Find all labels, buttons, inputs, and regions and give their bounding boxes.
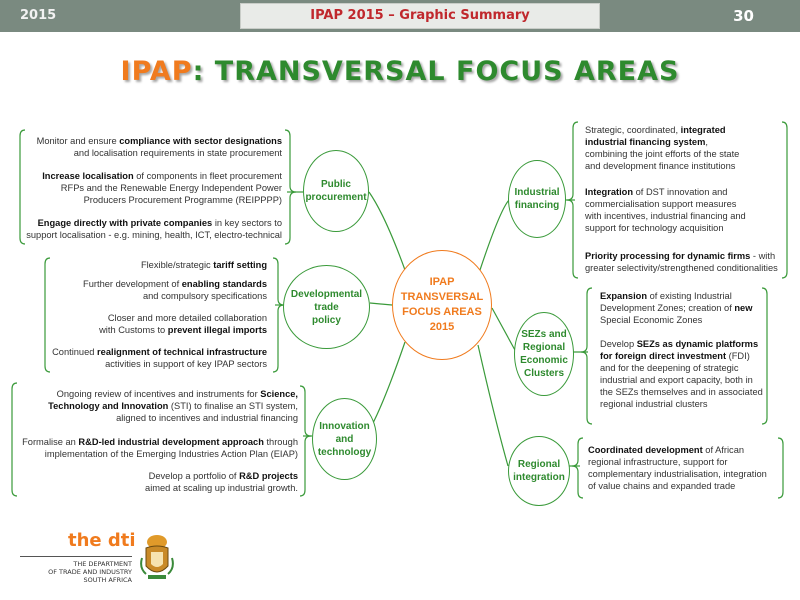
- f2a: Integration: [585, 187, 634, 197]
- link-center-trade: [370, 303, 392, 305]
- item-trade-2: [83, 278, 267, 302]
- center-line3: FOCUS AREAS: [402, 306, 482, 318]
- dti-sub-line1: THE DEPARTMENT: [73, 560, 132, 568]
- f1d: ,: [705, 137, 708, 147]
- item-financing-3: [585, 250, 778, 274]
- i1c: Technology and Innovation: [48, 401, 169, 411]
- s1d: new: [734, 303, 753, 313]
- s1b: of existing Industrial: [647, 291, 732, 301]
- bracket-financing-right: [782, 122, 787, 278]
- i1d: (STI) to finalise an STI system,: [168, 401, 298, 411]
- bracket-innovation-left: [12, 383, 17, 496]
- node-public-line2: procurement: [305, 192, 367, 203]
- item-public-2: [42, 170, 282, 206]
- item-financing-2: [585, 186, 746, 234]
- i1b: Science,: [260, 389, 298, 399]
- node-sezs-line2: Regional: [522, 342, 566, 353]
- item-regional-1: [588, 444, 767, 492]
- i2d: implementation of the Emerging Industries Action Plan (EIAP): [44, 449, 298, 459]
- p3c: support localisation - e.g. mining, health, ICT, electro-technical: [26, 230, 282, 240]
- dti-subtitle: [20, 560, 132, 584]
- s2e: and for the deepening of strategic: [600, 363, 739, 373]
- title-rest: : TRANSVERSAL FOCUS AREAS: [192, 56, 680, 87]
- f3c: greater selectivity/strengthened conditionalities: [585, 263, 778, 273]
- i1a: Ongoing review of incentives and instruments for: [56, 389, 261, 399]
- s1a: Expansion: [600, 291, 648, 301]
- f1f: and development finance institutions: [585, 161, 736, 171]
- f2e: support for technology acquisition: [585, 223, 724, 233]
- t1b: tariff setting: [213, 260, 267, 270]
- dti-logo: [20, 530, 180, 590]
- p1b: compliance with sector designations: [119, 136, 282, 146]
- s2f: industrial and export capacity, both in: [600, 375, 753, 385]
- node-innovation-technology: [312, 398, 377, 480]
- p2c: RFPs and the Renewable Energy Independent Power: [60, 183, 282, 193]
- bracket-sezs: [581, 288, 592, 424]
- item-innovation-1: [48, 388, 298, 424]
- f2d: with incentives, industrial financing and: [585, 211, 746, 221]
- node-public-procurement: [303, 150, 369, 232]
- link-center-regional: [478, 345, 508, 466]
- item-innovation-2: [22, 436, 298, 460]
- f3a: Priority processing for dynamic firms: [585, 251, 751, 261]
- t2b: enabling standards: [181, 279, 267, 289]
- link-center-innovation: [372, 342, 405, 425]
- link-center-sezs: [492, 308, 516, 352]
- s1c: Development Zones; creation of: [600, 303, 735, 313]
- center-line1: IPAP: [429, 276, 455, 288]
- s2h: regional industrial clusters: [600, 399, 708, 409]
- item-financing-1: [585, 124, 739, 172]
- node-public-line1: Public: [320, 179, 351, 190]
- t3c: prevent illegal imports: [167, 325, 267, 335]
- node-trade-line1: Developmental: [290, 288, 363, 300]
- t4c: activities in support of key IPAP sectors: [105, 359, 267, 369]
- dti-divider: [20, 556, 132, 557]
- node-sezs-line1: SEZs and: [521, 329, 567, 340]
- r1c: regional infrastructure, support for: [588, 457, 728, 467]
- t3b: with Customs to: [99, 325, 168, 335]
- s2a: Develop: [600, 339, 637, 349]
- node-trade-line3: policy: [312, 314, 341, 326]
- dti-brand: the dti: [68, 530, 136, 551]
- i3a: Develop a portfolio of: [148, 471, 240, 481]
- s2g: the SEZs themselves and in associated: [600, 387, 763, 397]
- node-developmental-trade-policy: [283, 265, 370, 349]
- p1a: Monitor and ensure: [36, 136, 120, 146]
- header-year: 2015: [20, 8, 57, 23]
- item-sezs-2: [600, 338, 763, 410]
- s2d: (FDI): [726, 351, 750, 361]
- f1e: combining the joint efforts of the state: [585, 149, 740, 159]
- t2c: and compulsory specifications: [142, 291, 267, 301]
- s1e: Special Economic Zones: [600, 315, 703, 325]
- node-regional-line2: integration: [513, 472, 565, 483]
- bracket-trade-left: [45, 258, 50, 372]
- node-innovation-line3: technology: [317, 446, 372, 458]
- t4a: Continued: [52, 347, 98, 357]
- r1e: of value chains and expanded trade: [588, 481, 736, 491]
- f2c: commercialisation support measures: [585, 199, 737, 209]
- p3b: in key sectors to: [212, 218, 282, 228]
- node-sezs-line4: Clusters: [523, 368, 564, 379]
- r1a: Coordinated development: [588, 445, 703, 455]
- coat-of-arms-icon: [138, 532, 176, 582]
- node-innovation-line2: and: [335, 433, 354, 445]
- node-center-ipap: [392, 250, 492, 360]
- f1b: integrated: [680, 125, 726, 135]
- item-trade-4: [52, 346, 267, 370]
- bracket-public: [285, 130, 296, 244]
- node-financing-line2: financing: [514, 200, 560, 211]
- item-public-3: [26, 217, 282, 241]
- p2d: Producers Procurement Programme (REIPPPP): [83, 195, 282, 205]
- p3a: Engage directly with private companies: [37, 218, 213, 228]
- dti-sub-line2: OF TRADE AND INDUSTRY: [48, 568, 132, 576]
- i3c: aimed at scaling up industrial growth.: [145, 483, 298, 493]
- node-regional-integration: [508, 436, 570, 506]
- t3a: Closer and more detailed collaboration: [107, 313, 267, 323]
- i2c: through: [263, 437, 298, 447]
- node-financing-line1: Industrial: [514, 187, 560, 198]
- bracket-regional-right: [778, 438, 783, 498]
- page-number: 30: [733, 7, 754, 25]
- s2c: for foreign direct investment: [600, 351, 727, 361]
- node-industrial-financing: [508, 160, 566, 238]
- p1c: and localisation requirements in state procurement: [73, 148, 282, 158]
- node-sezs-line3: Economic: [520, 355, 568, 366]
- p2b: of components in fleet procurement: [133, 171, 282, 181]
- bracket-trade: [273, 258, 284, 372]
- bracket-public-left: [20, 130, 25, 244]
- bracket-innovation: [300, 386, 311, 496]
- title-ipap: IPAP: [120, 56, 193, 87]
- center-line4: 2015: [429, 321, 455, 333]
- f1c: industrial financing system: [585, 137, 706, 147]
- r1b: of African: [702, 445, 745, 455]
- item-sezs-1: [600, 290, 752, 326]
- item-innovation-3: [145, 470, 298, 494]
- dti-sub-line3: SOUTH AFRICA: [83, 576, 132, 584]
- f2b: of DST innovation and: [633, 187, 728, 197]
- t1a: Flexible/strategic: [140, 260, 214, 270]
- item-trade-3: [99, 312, 267, 336]
- t4b: realignment of technical infrastructure: [97, 347, 267, 357]
- r1d: complementary industrialisation, integration: [588, 469, 767, 479]
- s2b: SEZs as dynamic platforms: [636, 339, 759, 349]
- item-trade-1: [141, 259, 267, 271]
- center-line2: TRANSVERSAL: [400, 291, 484, 303]
- node-sezs-clusters: [514, 312, 574, 396]
- f3b: - with: [750, 251, 776, 261]
- node-regional-line1: Regional: [517, 459, 561, 470]
- bracket-regional: [572, 438, 583, 498]
- item-public-1: [37, 135, 282, 159]
- i2a: Formalise an: [22, 437, 79, 447]
- p2a: Increase localisation: [42, 171, 134, 181]
- header-title: IPAP 2015 – Graphic Summary: [240, 3, 600, 29]
- t2a: Further development of: [83, 279, 182, 289]
- node-trade-line2: trade: [314, 301, 339, 313]
- i1e: aligned to incentives and industrial financing: [116, 413, 298, 423]
- i2b: R&D-led industrial development approach: [78, 437, 264, 447]
- link-center-financing: [480, 200, 509, 270]
- i3b: R&D projects: [239, 471, 298, 481]
- link-center-public: [369, 192, 405, 270]
- f1a: Strategic, coordinated,: [585, 125, 681, 135]
- node-innovation-line1: Innovation: [319, 420, 370, 432]
